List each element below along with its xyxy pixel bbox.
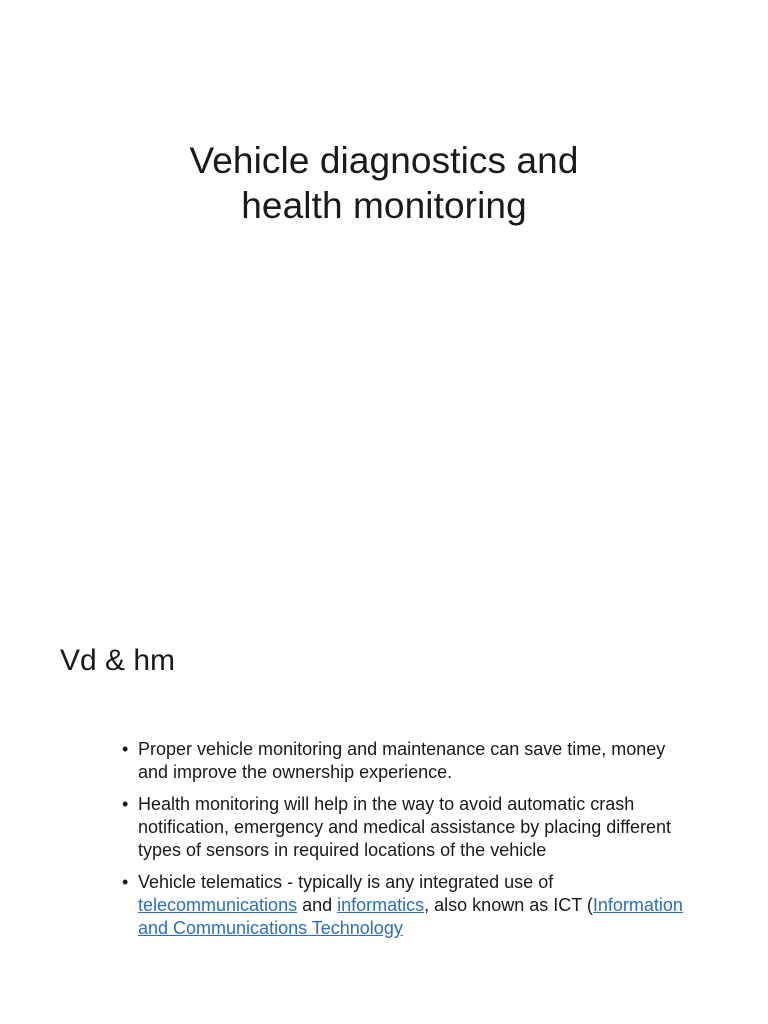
bullet-icon: • xyxy=(122,794,129,814)
bullet-text-mid: and xyxy=(297,895,338,915)
bullet-text: Health monitoring will help in the way to avoid automatic crash notification, emergency and medical assistance by placing different types of sensors in required locations of the vehicle xyxy=(138,794,671,860)
title-line-2: health monitoring xyxy=(241,185,527,226)
bullet-list xyxy=(118,738,698,949)
slide-content xyxy=(0,512,768,1024)
link-informatics[interactable]: informatics xyxy=(337,895,425,915)
title-line-1: Vehicle diagnostics and xyxy=(189,140,579,181)
link-telecommunications[interactable]: telecommunications xyxy=(138,895,298,915)
slide-title-text xyxy=(0,138,768,228)
bullet-item xyxy=(118,871,698,940)
bullet-icon: • xyxy=(122,872,129,892)
bullet-item xyxy=(118,793,698,862)
bullet-icon: • xyxy=(122,739,129,759)
bullet-text-prefix: Vehicle telematics - typically is any integrated use of xyxy=(138,872,554,892)
bullet-text: Proper vehicle monitoring and maintenance can save time, money and improve the ownership experience. xyxy=(138,739,666,782)
bullet-text-mid: , also known as ICT ( xyxy=(424,895,593,915)
link-ict[interactable]: Information and Communications Technology xyxy=(138,895,683,938)
bullet-item xyxy=(118,738,698,784)
slide-heading: Vd & hm xyxy=(60,644,176,677)
